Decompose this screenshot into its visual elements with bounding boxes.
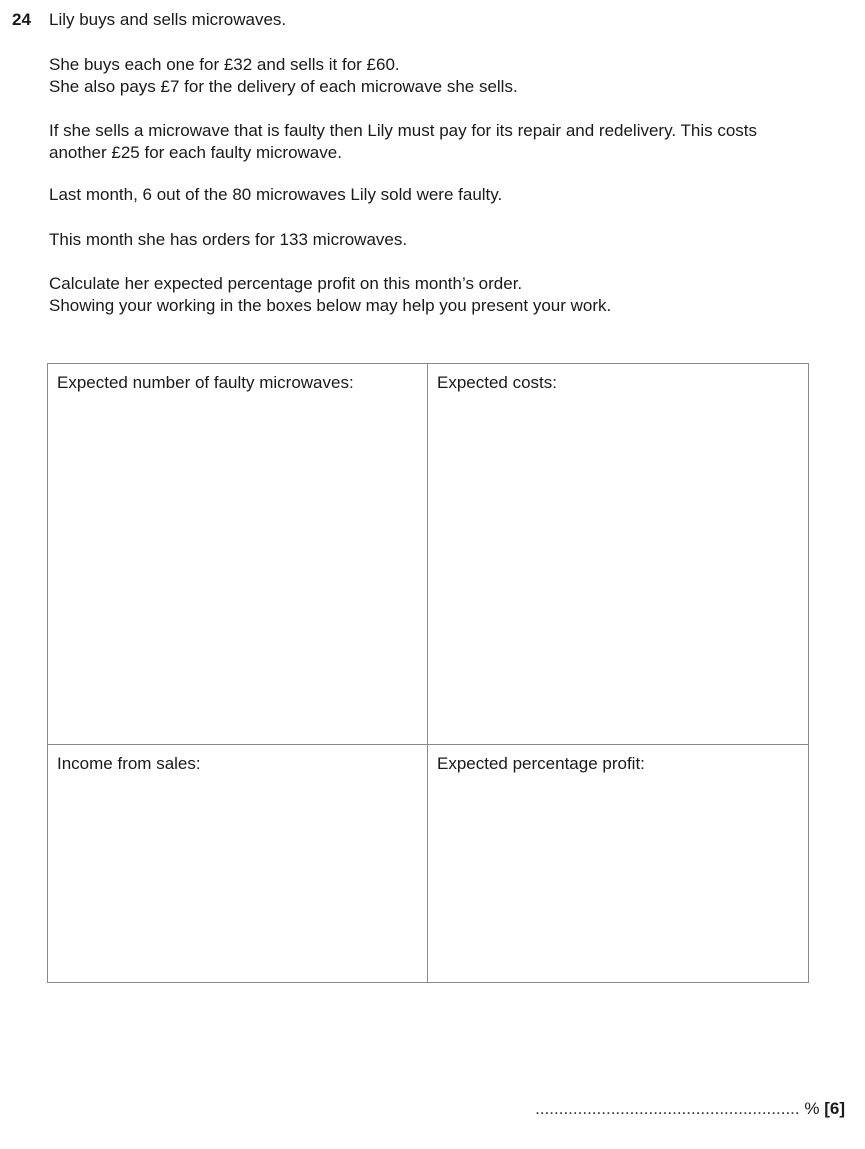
working-box-income[interactable]	[48, 745, 428, 982]
working-box-percentage-profit[interactable]	[428, 745, 808, 982]
question-line-intro: Lily buys and sells microwaves.	[49, 10, 287, 29]
question-line-faulty-2: another £25 for each faulty microwave.	[49, 143, 342, 162]
question-line-working-hint: Showing your working in the boxes below may help you present your work.	[49, 296, 612, 315]
question-number: 24	[12, 10, 31, 29]
working-box-costs[interactable]	[428, 364, 808, 745]
answer-unit: %	[804, 1099, 820, 1118]
question-line-delivery: She also pays £7 for the delivery of each microwave she sells.	[49, 77, 518, 96]
working-box-label: Income from sales:	[57, 754, 201, 773]
working-box-label: Expected number of faulty microwaves:	[57, 373, 354, 392]
working-box-faulty-count[interactable]	[48, 364, 428, 745]
question-line-last-month: Last month, 6 out of the 80 microwaves Lily sold were faulty.	[49, 185, 503, 204]
marks-label: [6]	[824, 1099, 845, 1118]
working-box-label: Expected percentage profit:	[437, 754, 645, 773]
question-line-faulty-1: If she sells a microwave that is faulty then Lily must pay for its repair and redelivery. This costs	[49, 121, 757, 140]
question-line-calculate: Calculate her expected percentage profit on this month’s order.	[49, 274, 523, 293]
question-line-this-month: This month she has orders for 133 microwaves.	[49, 230, 408, 249]
working-grid	[47, 363, 809, 983]
answer-line	[535, 1099, 845, 1119]
working-box-label: Expected costs:	[437, 373, 558, 392]
answer-dotted-line[interactable]: ........................................................	[535, 1099, 800, 1118]
question-line-buy-sell: She buys each one for £32 and sells it for £60.	[49, 55, 400, 74]
